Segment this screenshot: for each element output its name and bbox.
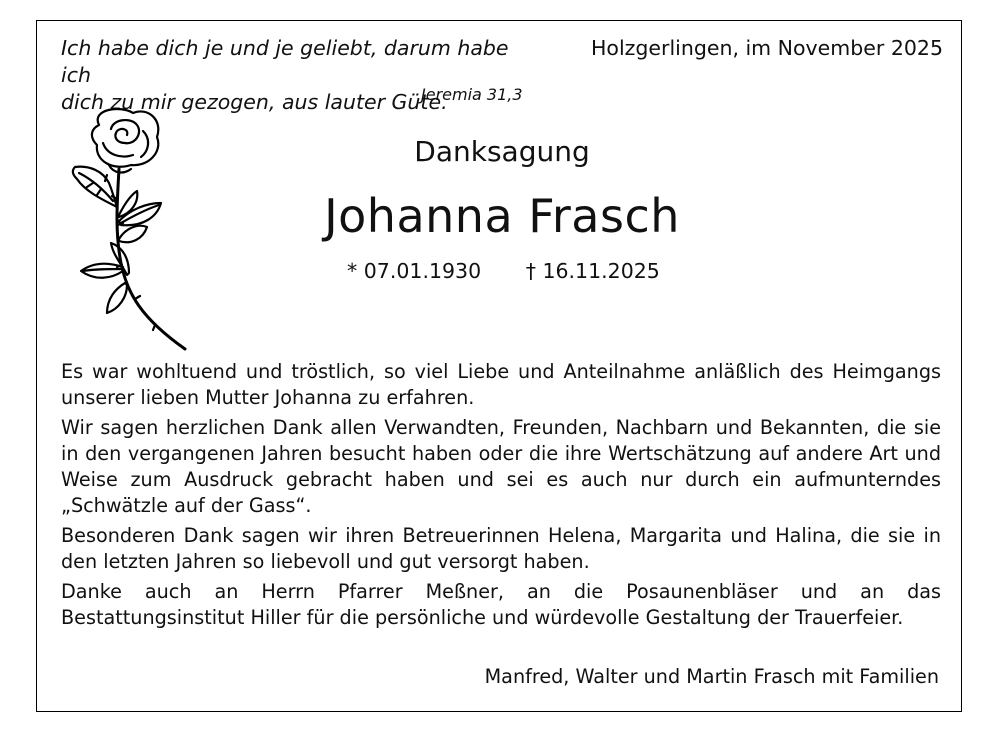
paragraph: Danke auch an Herrn Pfarrer Meßner, an die Posaunenbläser und an das Bestattungsinstitut Hiller für die persönliche und würdevolle Gestaltung der Trauerfeier. xyxy=(61,580,941,629)
place-date: Holzgerlingen, im November 2025 xyxy=(590,36,943,60)
life-dates xyxy=(347,259,698,283)
birth-date: * 07.01.1930 xyxy=(347,259,482,283)
thanks-text xyxy=(61,359,941,635)
rose-icon xyxy=(51,103,201,353)
signature: Manfred, Walter und Martin Frasch mit Familien xyxy=(484,665,939,688)
paragraph: Wir sagen herzlichen Dank allen Verwandten, Freunden, Nachbarn und Bekannten, die sie in den vergangenen Jahren besucht haben oder die ihre Wertschätzung auf andere Art und Weise zum Ausdruck gebracht haben und sei es auch nur durch ein aufmunterndes „Schwätzle auf der Gass“. xyxy=(61,416,941,517)
deceased-name: Johanna Frasch xyxy=(324,189,680,243)
verse-line-2: dich zu mir gezogen, aus lauter Güte. xyxy=(61,90,448,114)
paragraph: Es war wohltuend und tröstlich, so viel Liebe und Anteilnahme anläßlich des Heimgangs unserer lieben Mutter Johanna zu erfahren. xyxy=(61,360,941,409)
paragraph: Besonderen Dank sagen wir ihren Betreuerinnen Helena, Margarita und Halina, die sie in den letzten Jahren so liebevoll und gut versorgt haben. xyxy=(61,524,941,573)
verse-reference: Jeremia 31,3 xyxy=(421,85,523,104)
page-heading: Danksagung xyxy=(414,135,590,168)
death-date: † 16.11.2025 xyxy=(525,259,660,283)
verse-line-1: Ich habe dich je und je geliebt, darum habe ich xyxy=(61,36,509,87)
obituary-notice xyxy=(36,20,962,712)
